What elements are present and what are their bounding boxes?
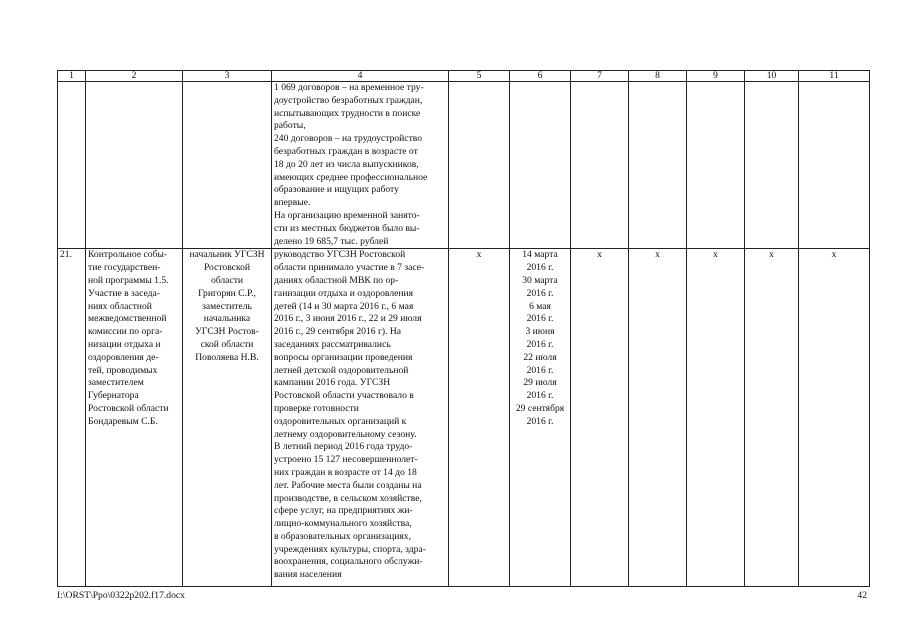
header-cell: 6 xyxy=(510,71,571,82)
value-cell: х xyxy=(629,249,687,587)
results-cell: руководство УГСЗН Ростовской области принимало участие в 7 засе- даниях областной МВК по ор- ганизации отдыха и оздоровления детей (14 и 30 марта 2016 г., 6 мая 2016 г., 3 июня 2016 г., 22 и 29 июля 2016 г., 29 сентября 2016 г). На заседаниях рассматривались вопросы организации проведения летней детской оздоровительной кампании 2016 года. УГСЗН Ростовской области участвовало в проверке готовности оздоровительных организаций к летнему оздоровительному сезону. В летний период 2016 года трудо- устроено 15 127 несовершеннолет- них граждан в возрасте от 14 до 18 лет. Рабочие места были созданы на производстве, в сельском хозяйстве, сфере услуг, на предприятиях жи- лищно-коммунального хозяйства, в образовательных организациях, учреждениях культуры, спорта, здра- воохранения, социального обслужи- вания населения xyxy=(272,249,449,587)
header-cell: 8 xyxy=(629,71,687,82)
header-cell: 3 xyxy=(183,71,272,82)
header-cell: 4 xyxy=(272,71,449,82)
header-cell: 2 xyxy=(86,71,183,82)
header-cell: 9 xyxy=(687,71,745,82)
header-cell: 5 xyxy=(449,71,510,82)
header-cell: 11 xyxy=(799,71,870,82)
value-cell: х xyxy=(571,249,629,587)
dates-cell: 14 марта 2016 г. 30 марта 2016 г. 6 мая 2016 г. 3 июня 2016 г. 22 июля 2016 г. 29 июля 2016 г. 29 сентября 2016 г. xyxy=(510,249,571,587)
footer-file-path: I:\ORST\Ppo\0322p202.f17.docx xyxy=(57,590,185,601)
footer-page-number: 42 xyxy=(857,590,867,601)
results-cell: 1 069 договоров – на временное тру- доустройство безработных граждан, испытывающих трудности в поиске работы, 240 договоров – на трудоустройство безработных граждан в возрасте от 18 до 20 лет из числа выпускников, имеющих среднее профессиональное образование и ищущих работу впервые. На организацию временной занято- сти из местных бюджетов было вы- делено 19 685,7 тыс. рублей xyxy=(272,82,449,249)
row-number: 21. xyxy=(58,249,86,587)
table-row-21 xyxy=(58,249,870,587)
header-cell: 1 xyxy=(58,71,86,82)
event-name-cell: Контрольное собы- тие государствен- ной программы 1.5. Участие в заседа- ниях областной межведомственной комиссии по орга- низации отдыха и оздоровления де- тей, проводимых заместителем Губернатора Ростовской области Бондаревым С.Б. xyxy=(86,249,183,587)
responsible-cell: начальник УГСЗН Ростовской области Григорян С.Р., заместитель начальника УГСЗН Ростов- ской области Поволяева Н.В. xyxy=(183,249,272,587)
table-header-row xyxy=(58,71,870,82)
table-row-continuation xyxy=(58,82,870,249)
report-table xyxy=(57,70,870,587)
header-cell: 7 xyxy=(571,71,629,82)
value-cell: х xyxy=(687,249,745,587)
value-cell: х xyxy=(799,249,870,587)
value-cell: х xyxy=(449,249,510,587)
header-cell: 10 xyxy=(745,71,799,82)
value-cell: х xyxy=(745,249,799,587)
